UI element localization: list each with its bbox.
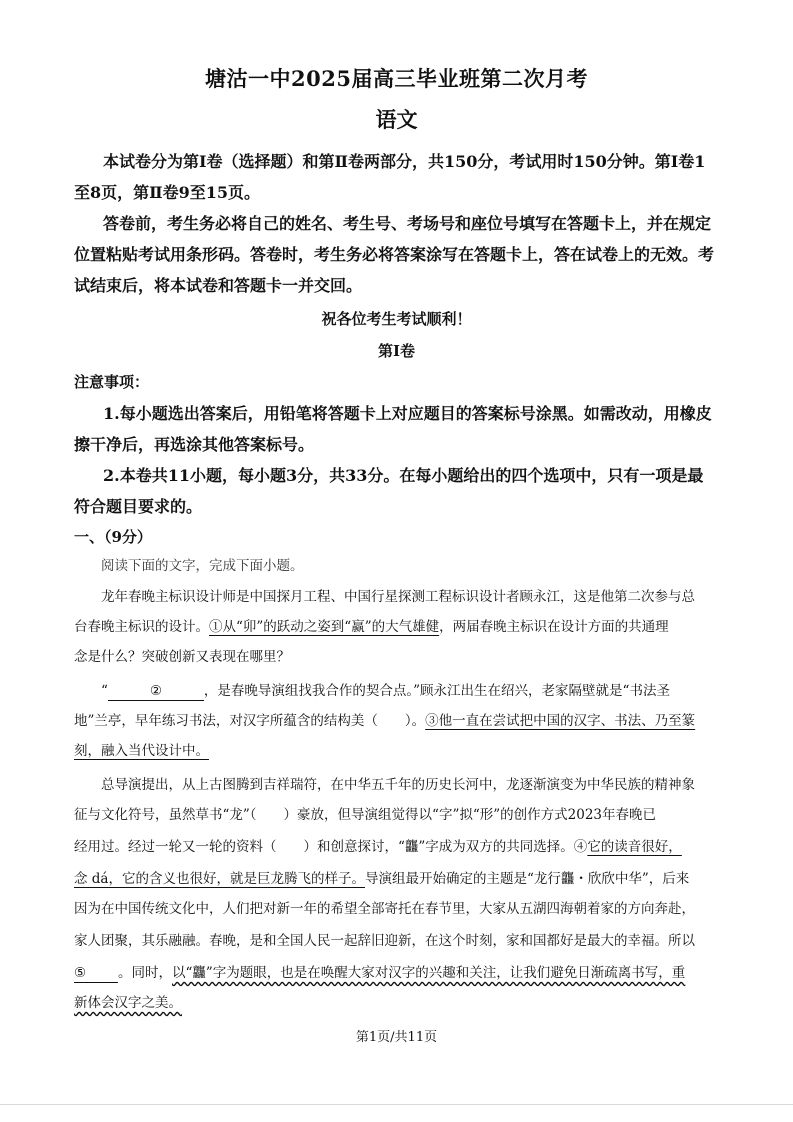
subject-title: 语文 [375, 107, 418, 132]
page-number: 第1页/共11页 [355, 1030, 438, 1045]
underlined-sentence-6-cont: 新体会汉字之美。 [74, 995, 182, 1011]
passage-p3-line-3 [74, 832, 682, 862]
passage-p1-line-2 [74, 612, 669, 642]
blank-2: ② [108, 682, 204, 701]
underlined-sentence-3: ③他一直在尝试把中国的汉字、书法、乃至篆 [425, 713, 696, 729]
intro-line-3: 答卷前，考生务必将自己的姓名、考生号、考场号和座位号填写在答题卡上，并在规定 [103, 214, 712, 233]
passage-p3-line-4 [74, 864, 689, 894]
passage-text: “ [101, 683, 108, 699]
passage-text: 导演组最开始确定的主题是“龙行龘・欣欣中华”，后来 [364, 871, 690, 887]
passage-p2-line-1 [101, 676, 670, 706]
passage-p3-line-2: 征与文化符号，虽然草书“龙”（ ）豪放，但导演组觉得以“字”拟“形”的创作方式2023年春晚已 [74, 807, 657, 823]
note-item-2-line-2: 符合题目要求的。 [74, 497, 203, 516]
note-item-1-line-2: 擦干净后，再选涂其他答案标号。 [74, 435, 315, 454]
underlined-sentence-3-cont: 刻，融入当代设计中。 [74, 743, 209, 759]
passage-p3-line-5: 因为在中国传统文化中，人们把对新一年的希望全部寄托在春节里，大家从五湖四海朝着家的方向奔赴， [74, 901, 695, 917]
blank-5: ⑤ [74, 964, 118, 983]
passage-p2-line-3 [74, 736, 209, 766]
note-item-2-line-1: 2.本卷共11小题，每小题3分，共33分。在每小题给出的四个选项中，只有一项是最 [103, 466, 704, 485]
underlined-sentence-4-cont: 念 dá，它的含义也很好，就是巨龙腾飞的样子。 [74, 871, 365, 887]
passage-p3-line-6: 家人团聚，其乐融融。春晚，是和全国人民一起辞旧迎新，在这个时刻，家和国都好是最大的幸福。所以 [74, 933, 695, 949]
volume-title: 第Ⅰ卷 [377, 342, 416, 360]
notes-heading: 注意事项： [74, 373, 150, 391]
passage-p3-line-8 [74, 988, 182, 1018]
passage-p3-line-1: 总导演提出，从上古图腾到吉祥瑞符，在中华五千年的历史长河中，龙逐渐演变为中华民族的精神象 [101, 777, 695, 793]
passage-p1-line-1: 龙年春晚主标识设计师是中国探月工程、中国行星探测工程标识设计者顾永江，这是他第二次参与总 [101, 589, 695, 605]
passage-text: 地”兰亭，早年练习书法，对汉字所蕴含的结构美（ ）。 [74, 713, 426, 729]
passage-p3-line-7 [74, 958, 685, 988]
passage-p2-line-2 [74, 706, 695, 736]
passage-text: ，是春晚导演组找我合作的契合点。”顾永江出生在绍兴，老家隔壁就是“书法圣 [203, 683, 670, 699]
intro-line-4: 位置粘贴考试用条形码。答卷时，考生务必将答案涂写在答题卡上，答在试卷上的无效。考 [74, 245, 715, 264]
underlined-sentence-6: 以“龘”字为题眼，也是在唤醒大家对汉字的兴趣和关注，让我们避免日渐疏离书写，重 [172, 965, 686, 981]
underlined-sentence-1: ①从“卯”的跃动之姿到“赢”的大气雄健 [209, 619, 440, 635]
exam-title: 塘沽一中2025届高三毕业班第二次月考 [205, 66, 588, 91]
intro-line-1: 本试卷分为第Ⅰ卷（选择题）和第Ⅱ卷两部分，共150分，考试用时150分钟。第Ⅰ卷1 [103, 152, 706, 171]
passage-text: ，两届春晚主标识在设计方面的共通理 [439, 619, 669, 635]
passage-p1-line-3: 念是什么？突破创新又表现在哪里？ [74, 649, 290, 665]
note-item-1-line-1: 1.每小题选出答案后，用铅笔将答题卡上对应题目的答案标号涂黑。如需改动，用橡皮 [103, 404, 712, 423]
intro-line-5: 试结束后，将本试卷和答题卡一并交回。 [74, 276, 363, 295]
passage-text: 。同时， [118, 965, 172, 981]
section-1-heading: 一、（9分） [74, 528, 152, 546]
passage-text: 经用过。经过一轮又一轮的资料（ ）和创意探讨，“龘”字成为双方的共同选择。④ [74, 839, 588, 855]
wish-line: 祝各位考生考试顺利！ [321, 310, 472, 328]
intro-line-2: 至8页，第Ⅱ卷9至15页。 [74, 183, 261, 202]
section-1-instruction: 阅读下面的文字，完成下面小题。 [101, 558, 304, 574]
underlined-sentence-4: 它的读音很好， [587, 839, 682, 855]
bottom-divider [0, 1104, 793, 1105]
passage-text: 台春晚主标识的设计。 [74, 619, 209, 635]
